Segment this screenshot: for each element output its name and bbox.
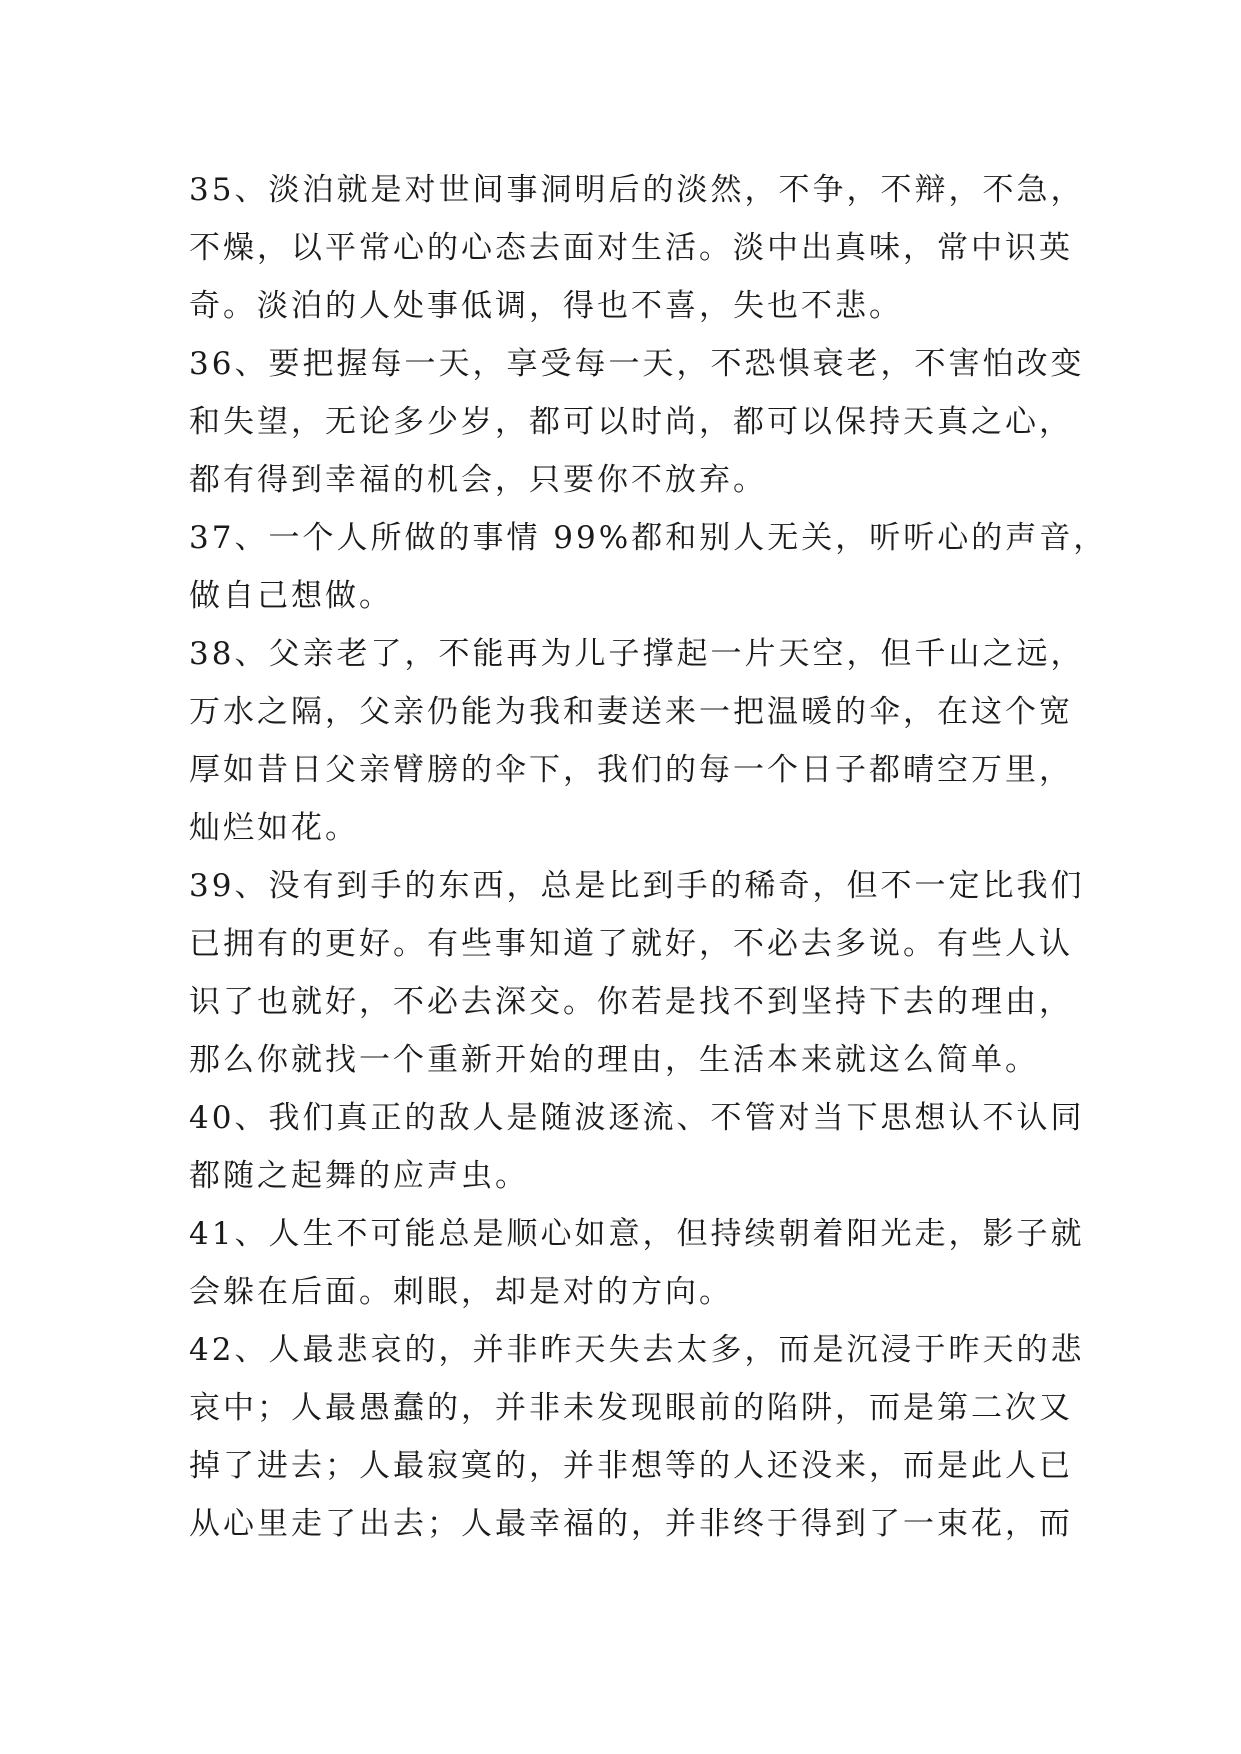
text-line: 灿烂如花。 — [189, 810, 359, 846]
text-line: 已拥有的更好。有些事知道了就好，不必去多说。有些人认 — [189, 926, 1073, 962]
text-line: 和失望，无论多少岁，都可以时尚，都可以保持天真之心， — [189, 404, 1073, 440]
text-line: 掉了进去；人最寂寞的，并非想等的人还没来，而是此人已 — [189, 1448, 1073, 1484]
text-line: 36、要把握每一天，享受每一天，不恐惧衰老，不害怕改变 — [189, 346, 1085, 382]
text-line: 哀中；人最愚蠢的，并非未发现眼前的陷阱，而是第二次又 — [189, 1390, 1073, 1426]
text-line: 40、我们真正的敌人是随波逐流、不管对当下思想认不认同 — [189, 1100, 1085, 1136]
text-line: 不燥，以平常心的心态去面对生活。淡中出真味，常中识英 — [189, 230, 1073, 266]
text-line: 41、人生不可能总是顺心如意，但持续朝着阳光走，影子就 — [189, 1216, 1085, 1252]
text-line: 都有得到幸福的机会，只要你不放弃。 — [189, 462, 767, 498]
text-line: 做自己想做。 — [189, 578, 393, 614]
document-body — [189, 161, 1108, 1553]
text-line: 38、父亲老了，不能再为儿子撑起一片天空，但千山之远， — [189, 636, 1085, 672]
text-line: 37、一个人所做的事情 99%都和别人无关，听听心的声音， — [189, 520, 1108, 556]
text-line: 奇。淡泊的人处事低调，得也不喜，失也不悲。 — [189, 288, 903, 324]
text-line: 厚如昔日父亲臂膀的伞下，我们的每一个日子都晴空万里， — [189, 752, 1073, 788]
text-line: 万水之隔，父亲仍能为我和妻送来一把温暖的伞，在这个宽 — [189, 694, 1073, 730]
text-line: 会躲在后面。刺眼，却是对的方向。 — [189, 1274, 733, 1310]
text-line: 那么你就找一个重新开始的理由，生活本来就这么简单。 — [189, 1042, 1039, 1078]
text-line: 42、人最悲哀的，并非昨天失去太多，而是沉浸于昨天的悲 — [189, 1332, 1085, 1368]
text-line: 从心里走了出去；人最幸福的，并非终于得到了一束花，而 — [189, 1506, 1073, 1542]
text-line: 都随之起舞的应声虫。 — [189, 1158, 529, 1194]
text-line: 识了也就好，不必去深交。你若是找不到坚持下去的理由， — [189, 984, 1073, 1020]
text-line: 39、没有到手的东西，总是比到手的稀奇，但不一定比我们 — [189, 868, 1085, 904]
text-line: 35、淡泊就是对世间事洞明后的淡然，不争，不辩，不急， — [189, 172, 1085, 208]
